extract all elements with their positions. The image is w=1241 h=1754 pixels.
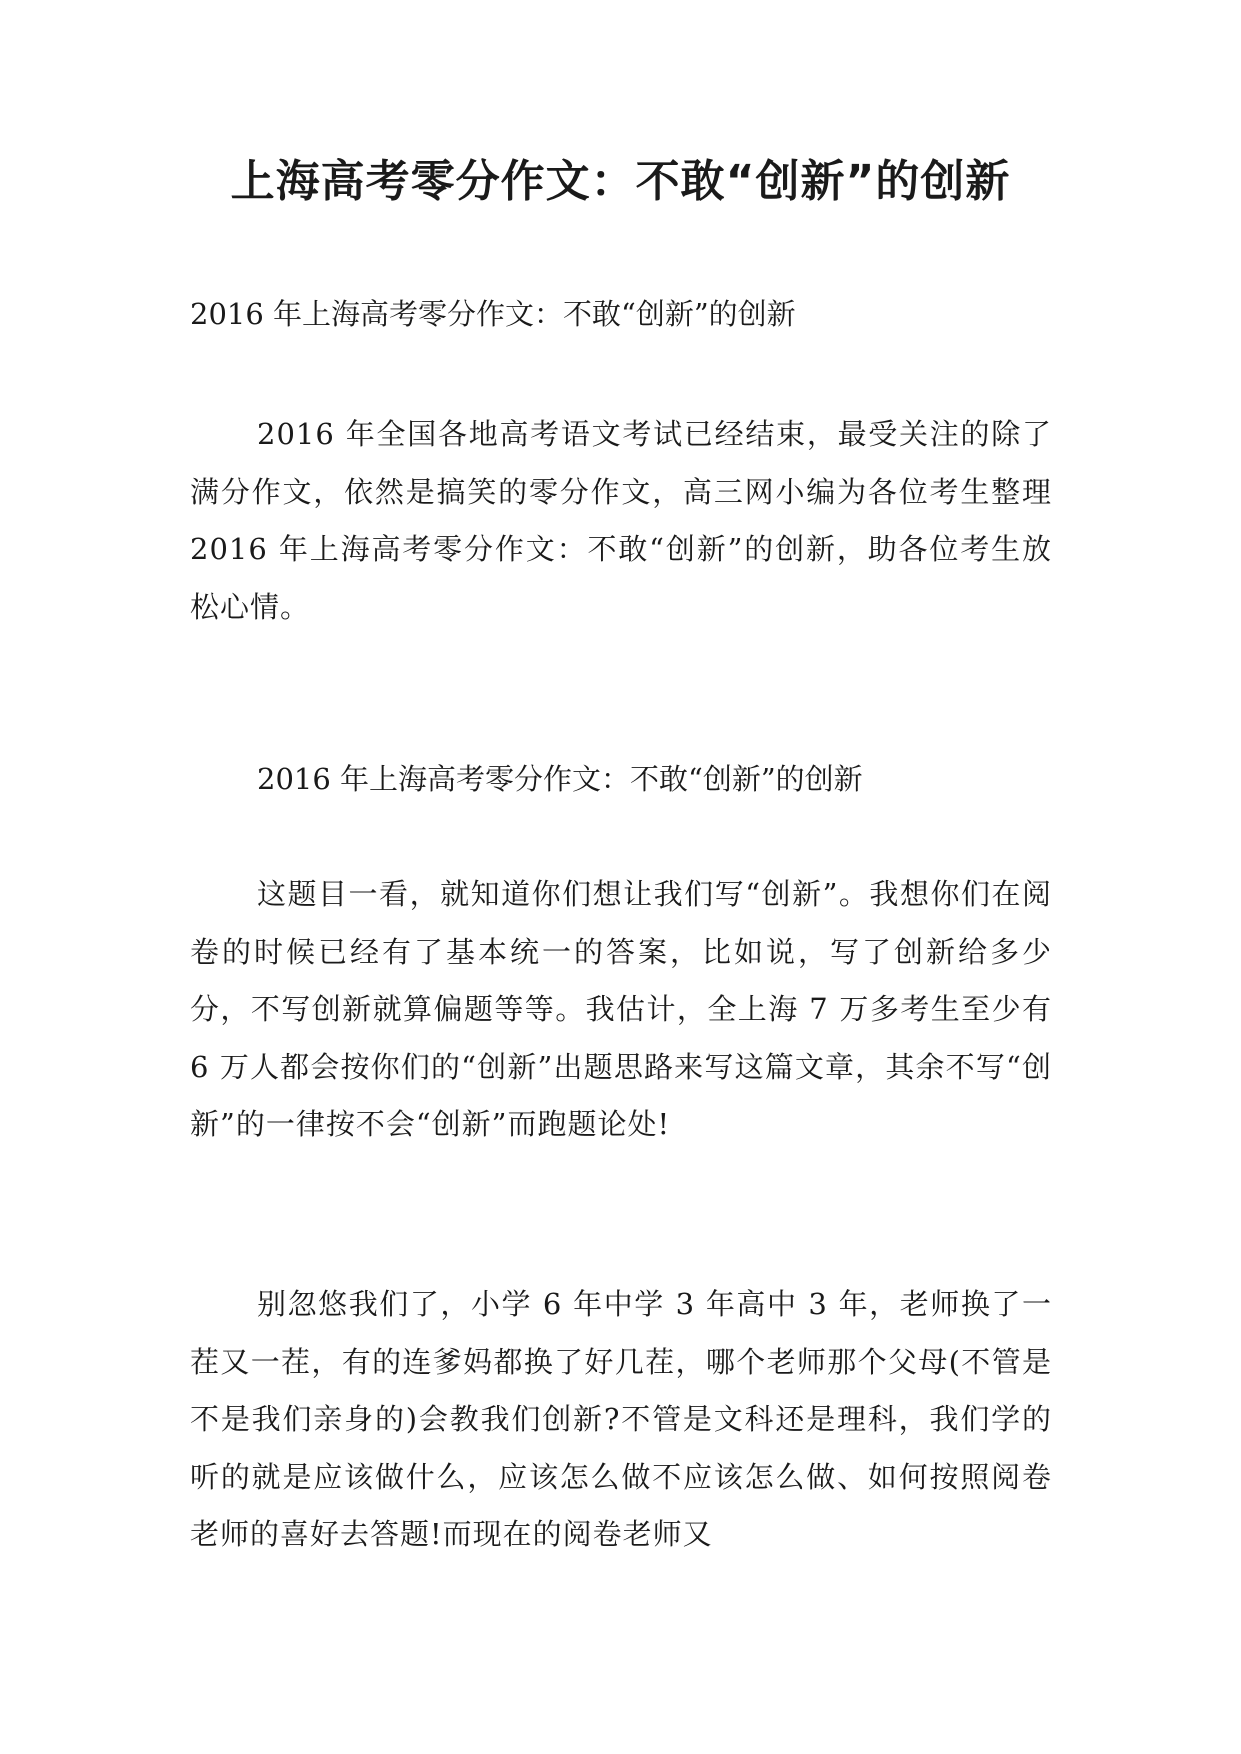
document-title: 上海高考零分作文：不敢“创新”的创新 [230, 156, 1011, 207]
intro-paragraph: 2016 年全国各地高考语文考试已经结束，最受关注的除了满分作文，依然是搞笑的零分作文，高三网小编为各位考生整理 2016 年上海高考零分作文：不敢“创新”的创新，助各位考生放松心情。 [190, 417, 1052, 624]
body-paragraph-2: 别忽悠我们了，小学 6 年中学 3 年高中 3 年，老师换了一茬又一茬，有的连爹妈都换了好几茬，哪个老师那个父母(不管是不是我们亲身的)会教我们创新?不管是文科还是理科，我们学的听的就是应该做什么，应该怎么做不应该怎么做、如何按照阅卷老师的喜好去答题!而现在的阅卷老师又 [190, 1287, 1052, 1551]
body-paragraph-1: 这题目一看，就知道你们想让我们写“创新”。我想你们在阅卷的时候已经有了基本统一的答案，比如说，写了创新给多少分，不写创新就算偏题等等。我估计，全上海 7 万多考生至少有 6 万人都会按你们的“创新”出题思路来写这篇文章，其余不写“创新”的一律按不会“创新”而跑题论处! [190, 877, 1052, 1141]
document-subtitle: 2016 年上海高考零分作文：不敢“创新”的创新 [190, 297, 796, 331]
section-heading: 2016 年上海高考零分作文：不敢“创新”的创新 [257, 762, 863, 796]
